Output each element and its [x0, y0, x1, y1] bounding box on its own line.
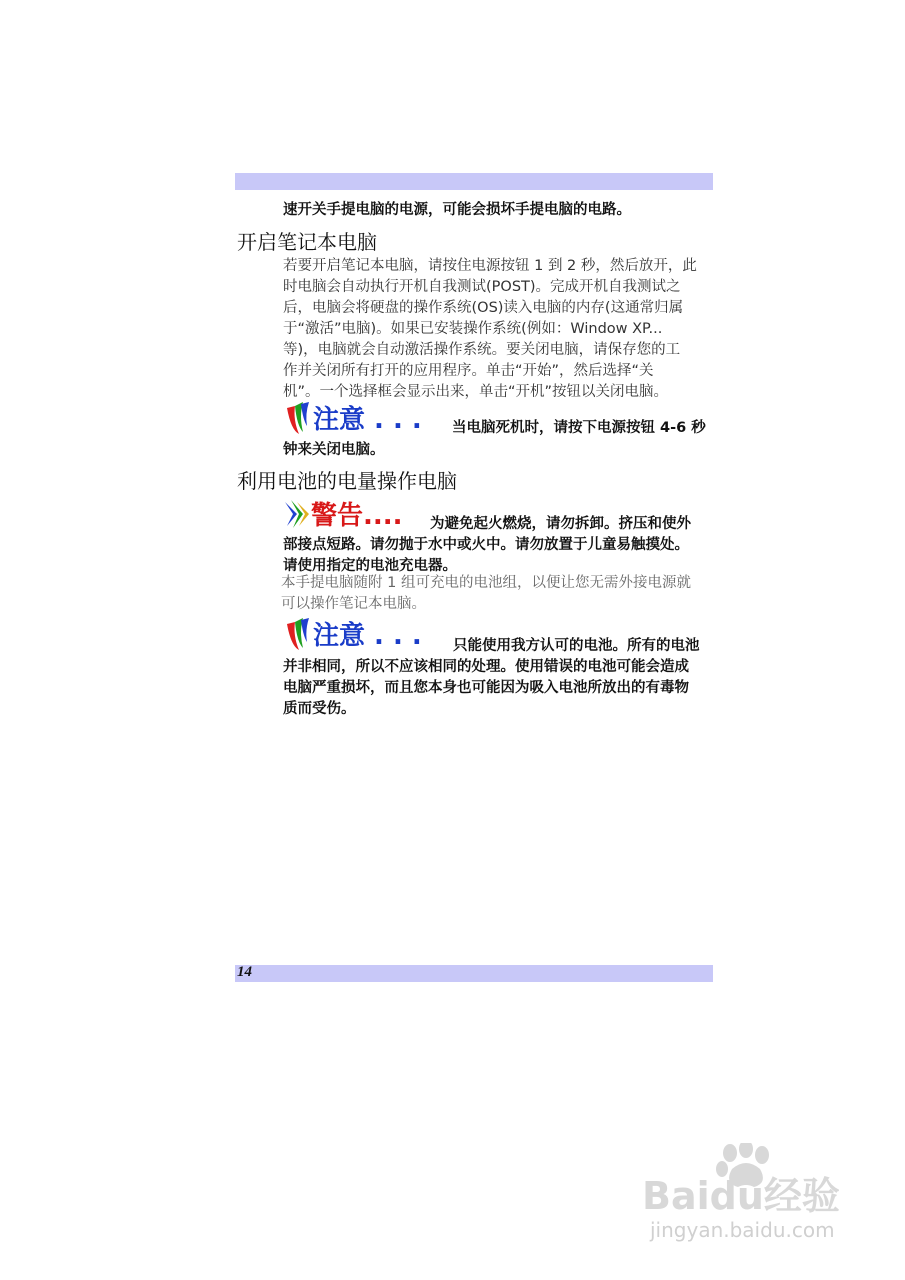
body-line: 本手提电脑随附 1 组可充电的电池组，以便让您无需外接电源就	[281, 575, 691, 591]
body-line: 可以操作笔记本电脑。	[281, 596, 426, 612]
warning-banner	[283, 496, 433, 532]
note-line: 电脑严重损坏，而且您本身也可能因为吸入电池所放出的有毒物	[283, 680, 689, 696]
header-bar	[235, 173, 713, 190]
warning-line: 请使用指定的电池充电器。	[283, 558, 457, 574]
note-banner	[283, 400, 433, 436]
body-line: 作并关闭所有打开的应用程序。单击“开始”，然后选择“关	[283, 363, 654, 379]
section1-body	[283, 256, 713, 403]
baidu-paw-icon	[642, 1143, 852, 1253]
note-banner-label: 注意 . . .	[313, 621, 422, 651]
note-text-first: 只能使用我方认可的电池。所有的电池	[453, 638, 700, 654]
note-banner-icon	[283, 616, 433, 652]
section-heading-battery: 利用电池的电量操作电脑	[237, 469, 457, 493]
note-body	[283, 657, 713, 720]
warning-line: 部接点短路。请勿抛于水中或火中。请勿放置于儿童易触摸处。	[283, 537, 689, 553]
warning-banner-label: 警告....	[311, 501, 403, 531]
body-line: 时电脑会自动执行开机自我测试(POST)。完成开机自我测试之	[283, 279, 681, 295]
battery-body	[281, 573, 711, 615]
watermark-brand: Baidu经验	[642, 1174, 840, 1218]
watermark-url: jingyan.baidu.com	[650, 1218, 835, 1242]
note-text-first: 当电脑死机时，请按下电源按钮 4-6 秒	[452, 420, 706, 436]
warning-banner-icon	[283, 496, 433, 532]
body-line: 后，电脑会将硬盘的操作系统(OS)读入电脑的内存(这通常归属	[283, 300, 684, 316]
page-number: 14	[237, 964, 252, 980]
note-banner	[283, 616, 433, 652]
baidu-watermark	[642, 1143, 852, 1253]
note-line: 并非相同，所以不应该相同的处理。使用错误的电池可能会造成	[283, 659, 689, 675]
top-text: 速开关手提电脑的电源，可能会损坏手提电脑的电路。	[283, 202, 631, 218]
note-line: 质而受伤。	[283, 701, 356, 717]
section-heading-power-on: 开启笔记本电脑	[237, 230, 377, 254]
body-line: 于“激活”电脑)。如果已安装操作系统(例如：Window XP...	[283, 321, 663, 337]
note-banner-label: 注意 . . .	[313, 405, 422, 435]
body-line: 机”。一个选择框会显示出来，单击“开机”按钮以关闭电脑。	[283, 384, 669, 400]
note-text-rest: 钟来关闭电脑。	[283, 442, 385, 458]
body-line: 若要开启笔记本电脑，请按住电源按钮 1 到 2 秒，然后放开，此	[283, 258, 697, 274]
footer-bar	[235, 965, 713, 982]
warning-text-first: 为避免起火燃烧，请勿拆卸。挤压和使外	[430, 516, 691, 532]
body-line: 等)，电脑就会自动激活操作系统。要关闭电脑，请保存您的工	[283, 342, 681, 358]
warning-body	[283, 535, 713, 577]
note-banner-icon	[283, 400, 433, 436]
